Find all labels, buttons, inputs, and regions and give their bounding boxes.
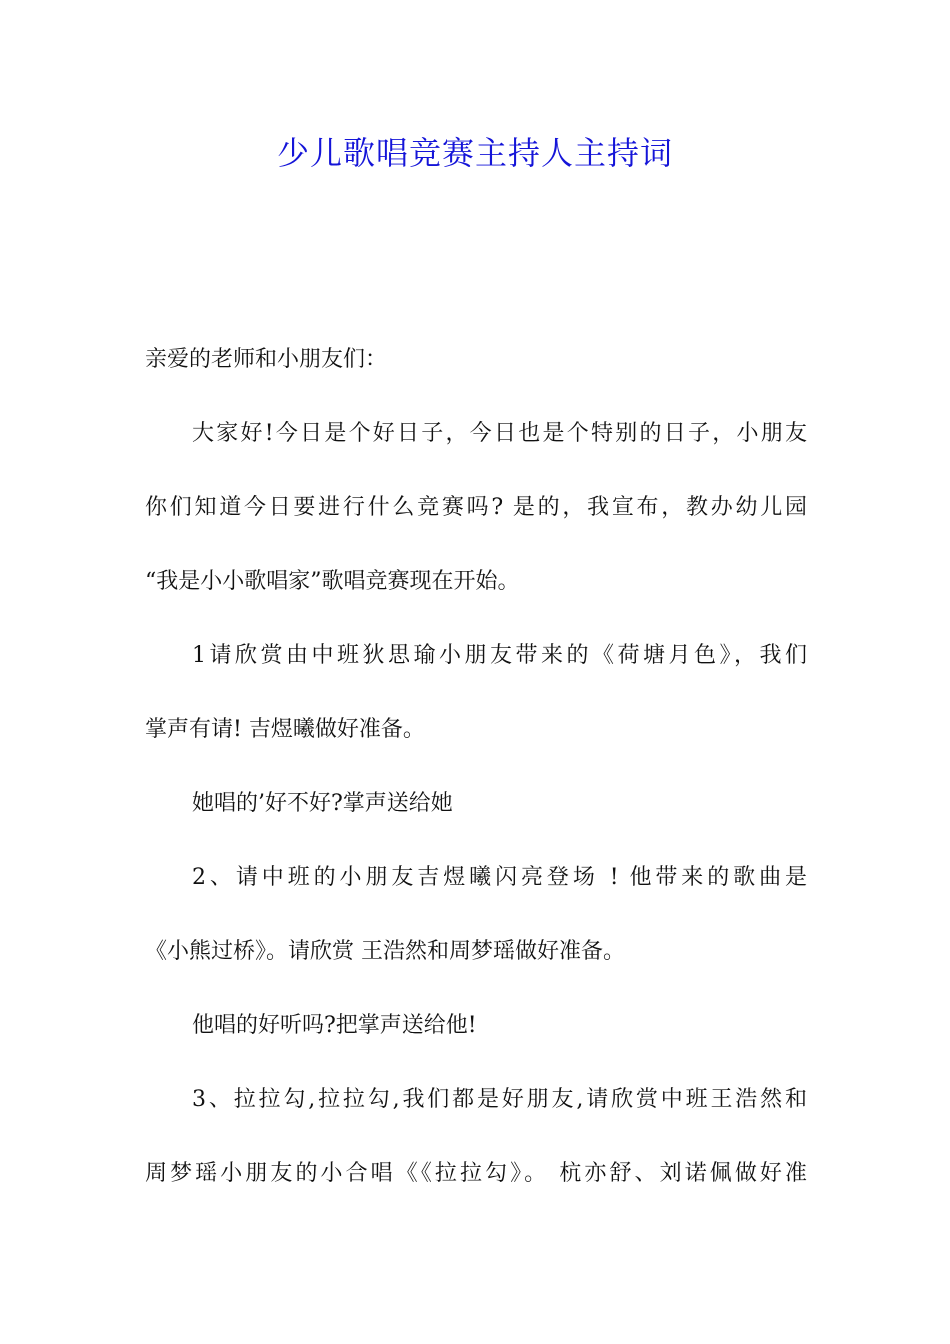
paragraph-line: “我是小小歌唱家”歌唱竞赛现在开始。 bbox=[145, 569, 520, 594]
salutation-line: 亲爱的老师和小朋友们： bbox=[145, 347, 388, 372]
document-body bbox=[145, 340, 807, 1228]
paragraph-line: 你们知道今日要进行什么竞赛吗? 是的，我宣布，教办幼儿园 bbox=[145, 495, 807, 520]
paragraph-line: 1请欣赏由中班狄思瑜小朋友带来的《荷塘月色》，我们 bbox=[192, 643, 807, 668]
paragraph-line: 《小熊过桥》。请欣赏 王浩然和周梦瑶做好准备。 bbox=[145, 939, 625, 964]
paragraph-line: 他唱的好听吗?把掌声送给他! bbox=[192, 1013, 477, 1038]
paragraph-line: 周梦瑶小朋友的小合唱《《拉拉勾》。 杭亦舒、刘诺佩做好准 bbox=[145, 1161, 807, 1186]
document-title: 少儿歌唱竞赛主持人主持词 bbox=[276, 134, 673, 172]
paragraph-line: 掌声有请! 吉煜曦做好准备。 bbox=[145, 717, 425, 742]
paragraph-line: 3、拉拉勾,拉拉勾,我们都是好朋友,请欣赏中班王浩然和 bbox=[192, 1087, 807, 1112]
paragraph-line: 2、请中班的小朋友吉煜曦闪亮登场 ! 他带来的歌曲是 bbox=[192, 865, 807, 890]
paragraph-line: 她唱的’好不好?掌声送给她 bbox=[192, 791, 453, 816]
paragraph-line: 大家好!今日是个好日子，今日也是个特别的日子，小朋友 bbox=[192, 421, 807, 446]
